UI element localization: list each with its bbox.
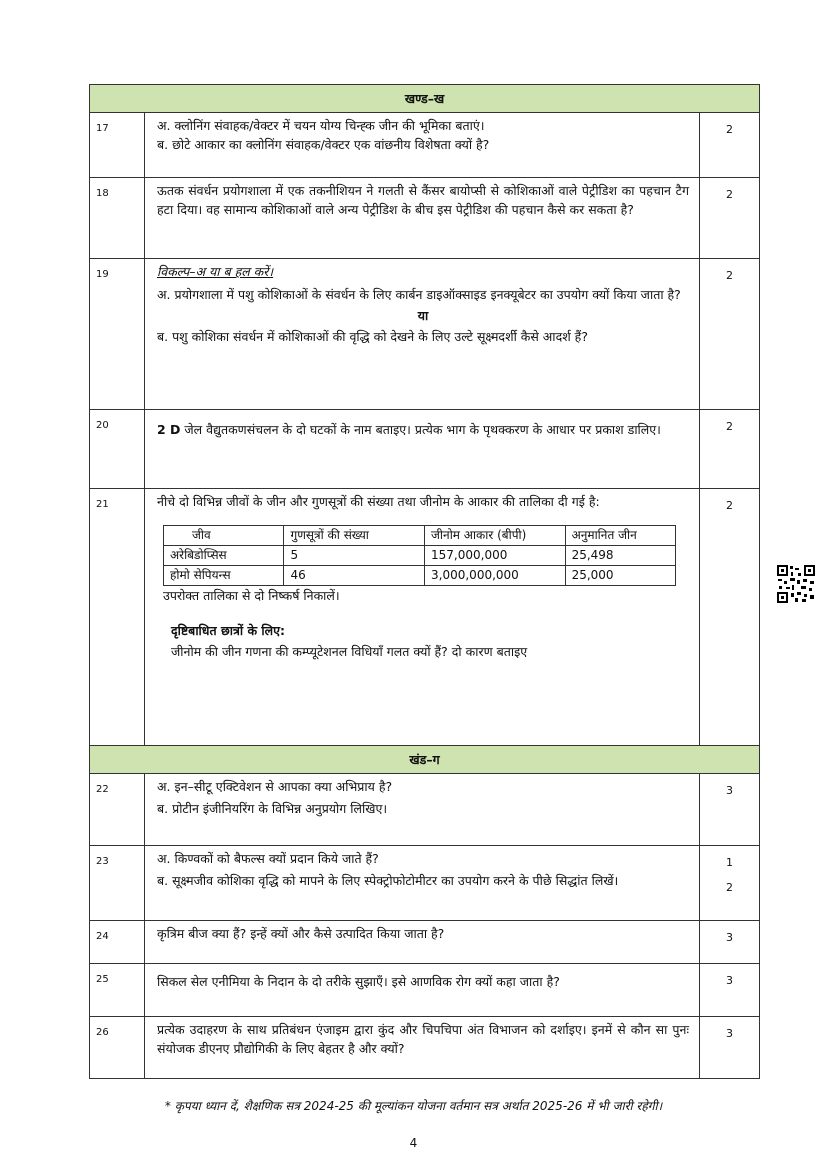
question-row-23: [90, 846, 760, 921]
questions-table: [89, 84, 760, 1079]
question-number: 23: [90, 846, 145, 921]
question-row-25: [90, 964, 760, 1017]
question-part-b: ब. छोटे आकार का क्लोनिंग संवाहक/वेक्टर एक वांछनीय विशेषता क्यों है?: [157, 137, 490, 152]
question-text: प्रत्येक उदाहरण के साथ प्रतिबंधन एंजाइम द्वारा कुंद और चिपचिपा अंत विभाजन को दर्शाइए। इनमें से कौन सा पुनः संयोजक डीएनए प्रौद्योगिकी के लिए बेहतर है और क्यों?: [145, 1017, 700, 1079]
question-number: 22: [90, 774, 145, 846]
col-header: जीनोम आकार (बीपी): [425, 526, 566, 546]
question-number: 19: [90, 259, 145, 410]
marks-part-a: 1: [726, 856, 733, 869]
question-part-b: ब. प्रोटीन इंजीनियरिंग के विभिन्न अनुप्रयोग लिखिए।: [157, 801, 388, 816]
question-text: ऊतक संवर्धन प्रयोगशाला में एक तकनीशियन ने गलती से कैंसर बायोप्सी से कोशिकाओं वाले पेट्रीडिश का पहचान टैग हटा दिया। वह सामान्य कोशिकाओं वाले अन्य पेट्रीडिश के बीच इस पेट्रीडिश की पहचान कैसे कर सकता है?: [145, 178, 700, 259]
question-part-b: ब. सूक्ष्मजीव कोशिका वृद्धि को मापने के लिए स्पेक्ट्रोफोटोमीटर का उपयोग करने के पीछे सिद्धांत लिखें।: [157, 873, 619, 888]
question-number: 24: [90, 921, 145, 964]
question-bold-prefix: 2 D: [157, 422, 181, 437]
question-part-b: ब. पशु कोशिका संवर्धन में कोशिकाओं की वृद्धि को देखने के लिए उल्टे सूक्ष्मदर्शी कैसे आदर्श हैं?: [157, 329, 588, 344]
question-row-21: [90, 489, 760, 746]
section-c-title: खंड–ग: [90, 746, 760, 774]
question-marks: 3: [700, 964, 760, 1017]
question-marks: 3: [700, 921, 760, 964]
choice-instruction: विकल्प–अ या ब हल करें।: [157, 264, 274, 279]
question-marks: 2: [700, 410, 760, 489]
question-marks: 2: [700, 259, 760, 410]
question-row-24: [90, 921, 760, 964]
table-cell: अरेबिडोप्सिस: [164, 546, 284, 566]
question-number: 18: [90, 178, 145, 259]
table-cell: होमो सेपियन्स: [164, 566, 284, 586]
question-row-22: [90, 774, 760, 846]
question-number: 21: [90, 489, 145, 746]
question-text: [145, 774, 700, 846]
question-text: [145, 489, 700, 746]
question-part-a: अ. क्लोनिंग संवाहक/वेक्टर में चयन योग्य चिन्ह्क जीन की भूमिका बताएं।: [157, 118, 485, 133]
question-row-18: [90, 178, 760, 259]
section-c-header: [90, 746, 760, 774]
marks-part-b: 2: [726, 881, 733, 894]
question-marks: 2: [700, 178, 760, 259]
vi-heading: दृष्टिबाधित छात्रों के लिए:: [171, 623, 286, 638]
question-number: 17: [90, 113, 145, 178]
question-marks: 2: [700, 489, 760, 746]
question-marks: 3: [700, 774, 760, 846]
or-separator: या: [417, 308, 429, 323]
question-row-19: [90, 259, 760, 410]
table-cell: 157,000,000: [425, 546, 566, 566]
question-text: [145, 259, 700, 410]
genome-table-header: [164, 526, 676, 546]
footnote: * कृपया ध्यान दें, शैक्षणिक सत्र 2024-25 की मूल्यांकन योजना वर्तमान सत्र अर्थात 2025-26 में भी जारी रहेगी।: [164, 1099, 663, 1113]
question-marks: 2: [700, 113, 760, 178]
genome-table: [163, 525, 676, 586]
question-intro: नीचे दो विभिन्न जीवों के जीन और गुणसूत्रों की संख्या तथा जीनोम के आकार की तालिका दी गई है:: [157, 494, 600, 509]
table-cell: 46: [284, 566, 425, 586]
question-followup: उपरोक्त तालिका से दो निष्कर्ष निकालें।: [163, 588, 340, 603]
section-b-title: खण्ड–ख: [90, 85, 760, 113]
question-text: [145, 113, 700, 178]
question-text: कृत्रिम बीज क्या हैं? इन्हें क्यों और कैसे उत्पादित किया जाता है?: [145, 921, 700, 964]
question-row-17: [90, 113, 760, 178]
question-text: सिकल सेल एनीमिया के निदान के दो तरीके सुझाएँ। इसे आणविक रोग क्यों कहा जाता है?: [145, 964, 700, 1017]
table-row: [164, 546, 676, 566]
question-number: 25: [90, 964, 145, 1017]
table-cell: 5: [284, 546, 425, 566]
section-b-header: [90, 85, 760, 113]
question-part-a: अ. इन–सीटू एक्टिवेशन से आपका क्या अभिप्राय है?: [157, 779, 393, 794]
table-row: [164, 566, 676, 586]
col-header: अनुमानित जीन: [565, 526, 675, 546]
question-text: [145, 410, 700, 489]
table-cell: 25,000: [565, 566, 675, 586]
table-cell: 25,498: [565, 546, 675, 566]
question-part-a: अ. किण्वकों को बैफल्स क्यों प्रदान किये जाते हैं?: [157, 851, 379, 866]
question-text: [145, 846, 700, 921]
question-marks: 3: [700, 1017, 760, 1079]
col-header: जीव: [164, 526, 284, 546]
vi-question: जीनोम की जीन गणना की कम्प्यूटेशनल विधियाँ गलत क्यों हैं? दो कारण बताइए: [171, 644, 528, 659]
question-row-20: [90, 410, 760, 489]
table-cell: 3,000,000,000: [425, 566, 566, 586]
question-number: 20: [90, 410, 145, 489]
question-row-26: [90, 1017, 760, 1079]
question-body: जेल वैद्युतकणसंचलन के दो घटकों के नाम बताइए। प्रत्येक भाग के पृथक्करण के आधार पर प्रकाश डालिए।: [180, 422, 661, 437]
question-marks: [700, 846, 760, 921]
qr-code-icon: [776, 564, 816, 604]
page-number: 4: [409, 1136, 418, 1150]
col-header: गुणसूत्रों की संख्या: [284, 526, 425, 546]
question-number: 26: [90, 1017, 145, 1079]
question-part-a: अ. प्रयोगशाला में पशु कोशिकाओं के संवर्धन के लिए कार्बन डाइऑक्साइड इनक्यूबेटर का उपयोग क्यों किया जाता है?: [157, 287, 681, 302]
